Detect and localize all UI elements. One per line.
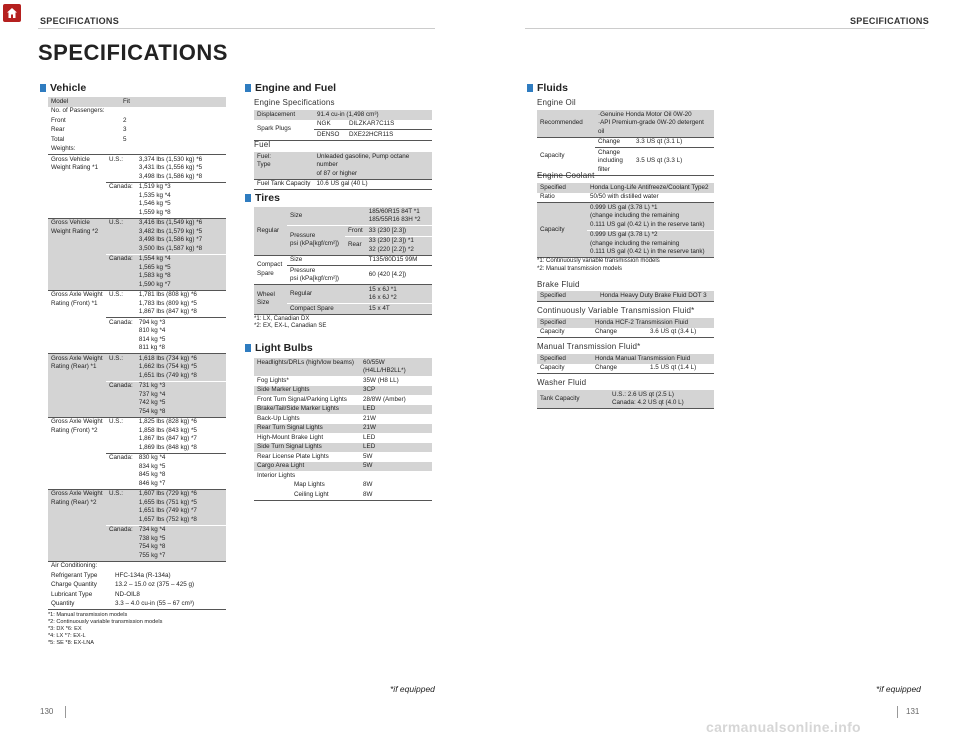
mt-specified-label: Specified [540,354,566,362]
bulb-name: Back-Up Lights [257,414,300,422]
coolant-capacity-label: Capacity [540,225,565,233]
bulb-name: Brake/Tail/Side Marker Lights [257,405,339,412]
plug-brand-denso: DENSO [317,130,340,138]
compact-spare-label: Compact Spare [257,261,283,277]
mt-change-value: 1.5 US qt (1.4 L) [650,364,697,371]
header-right: SPECIFICATIONS [850,16,930,26]
us-weight-values: 1,618 lbs (734 kg) *6 1,662 lbs (754 kg) *5 1,651 lbs (749 kg) *8 [138,354,197,379]
engine-spec-table [254,110,432,141]
page-title: SPECIFICATIONS [38,40,228,65]
coolant-specified-value: Honda Long-Life Antifreeze/Coolant Type2 [590,183,709,191]
bulbs-heading: Light Bulbs [245,341,313,355]
fuel-table [254,152,432,190]
cvt-specified-label: Specified [540,318,566,326]
page-number-right: 131 [906,707,920,716]
bulb-row [254,395,432,405]
compact-pressure-value: 60 (420 [4.2]) [368,270,407,278]
mt-table [537,354,714,374]
bulb-name: Rear License Plate Lights [257,452,329,460]
coolant-title: Engine Coolant [537,171,595,180]
canada-label: Canada: [109,526,133,533]
bulb-row [254,358,432,376]
oil-change-filter-label: Change including filter [598,148,623,173]
bulb-name: Headlights/DRLs (high/low beams) [257,358,354,366]
interior-bulb-row [254,481,432,491]
oil-recommended-value: ·Genuine Honda Motor Oil 0W-20 ·API Premium-grade 0W-20 detergent oil [598,110,704,135]
interior-bulb-row [254,490,432,500]
refrigerant-type-value: HFC-134a (R-134a) [115,571,171,579]
washer-fluid-title: Washer Fluid [537,378,587,387]
weight-rating-label: Gross Axle Weight Rating (Rear) *1 [51,354,103,370]
col-model: Model [51,97,69,105]
bulb-row [254,443,432,453]
lubricant-quantity-label: Quantity [51,600,75,607]
interior-bulb-name: Map Lights [294,481,325,488]
oil-table [537,110,714,176]
coolant-capacity-cvt: 0.999 US gal (3.78 L) *1 (change including the remaining 0.111 US gal (0.42 L) in the reserve tank) [590,203,705,228]
canada-label: Canada: [109,382,133,389]
fluids-heading: Fluids [527,81,568,95]
coolant-footnotes: *1: Continuously variable transmission models *2: Manual transmission models [537,258,660,272]
bulb-value: 21W [363,424,376,431]
canada-weight-values: 731 kg *3 737 kg *4 742 kg *5 754 kg *8 [138,382,166,415]
bulb-name: Side Turn Signal Lights [257,443,322,450]
tire-front-value: 33 (230 [2.3]) [368,226,407,234]
coolant-capacity-mt: 0.999 US gal (3.78 L) *2 (change including the remaining 0.111 US gal (0.42 L) in the reserve tank) [590,231,705,255]
passenger-total-value: 5 [123,135,127,143]
canada-label: Canada: [109,454,133,461]
brake-specified-label: Specified [540,291,566,299]
bulb-value: 5W [363,452,373,460]
header-divider-left [38,28,435,29]
canada-label: Canada: [109,318,133,326]
col-fit: Fit [123,97,130,105]
bulb-name: Front Turn Signal/Parking Lights [257,395,347,403]
canada-label: Canada: [109,183,133,190]
watermark: carmanualsonline.info [706,719,861,735]
brake-table [537,291,714,302]
refrigerant-type-label: Refrigerant Type [51,571,98,579]
coolant-ratio-label: Ratio [540,193,555,200]
bulb-row [254,386,432,396]
footnote-if-equipped-right: *if equipped [876,684,921,694]
wheel-size-label: Wheel Size [257,290,275,307]
engine-spec-title: Engine Specifications [254,98,335,107]
passenger-front-label: Front [51,116,66,124]
washer-tank-label: Tank Capacity [540,394,580,402]
lubricant-type-label: Lubricant Type [51,590,93,598]
fuel-tank-value: 10.6 US gal (40 L) [316,180,368,187]
brake-specified-value: Honda Heavy Duty Brake Fluid DOT 3 [600,291,707,299]
canada-weight-values: 794 kg *3 810 kg *4 814 kg *5 811 kg *8 [138,318,166,351]
canada-weight-values: 734 kg *4 738 kg *5 754 kg *8 755 kg *7 [138,526,166,559]
mt-capacity-label: Capacity [540,364,565,371]
coolant-ratio-value: 50/50 with distilled water [590,193,659,200]
wheel-regular-value: 15 x 6J *1 16 x 6J *2 [368,285,397,301]
compact-size-value: T135/80D15 99M [368,256,418,263]
tire-size-value: 185/60R15 84T *1 185/55R16 83H *2 [368,207,421,223]
weights-label: Weights: [51,145,76,152]
bulbs-table [254,358,432,501]
cvt-change-label: Change [595,328,618,335]
bulb-value: 3CP [363,386,376,393]
weight-rating-label: Gross Axle Weight Rating (Front) *2 [51,418,103,434]
passenger-rear-value: 3 [123,126,127,133]
charge-quantity-label: Charge Quantity [51,581,97,588]
coolant-specified-label: Specified [540,183,566,191]
bulb-value: LED [363,443,376,450]
charge-quantity-value: 13.2 – 15.0 oz (375 – 425 g) [115,581,195,588]
canada-weight-values: 830 kg *4 834 kg *5 845 kg *8 846 kg *7 [138,454,166,487]
lubricant-type-value: ND-OIL8 [115,590,140,598]
bulb-value: LED [363,405,376,412]
weight-rating-label: Gross Vehicle Weight Rating *1 [51,155,99,171]
bulb-value: 60/55W (H4LL/HB2LL*) [363,358,406,374]
weight-rating-label: Gross Axle Weight Rating (Front) *1 [51,291,103,307]
us-label: U.S.: [109,418,123,425]
tire-front-label: Front [348,226,363,234]
engine-oil-title: Engine Oil [537,98,576,107]
tire-size-label: Size [290,211,303,219]
interior-lights-label: Interior Lights [257,471,296,479]
canada-weight-values: 1,519 kg *3 1,535 kg *4 1,546 kg *5 1,559 kg *8 [138,183,171,216]
engine-heading: Engine and Fuel [245,81,336,95]
coolant-table [537,183,714,273]
us-weight-values: 1,781 lbs (808 kg) *6 1,783 lbs (809 kg) *5 1,867 lbs (847 kg) *8 [138,291,197,315]
oil-change-value: 3.3 US qt (3.1 L) [636,138,683,145]
us-weight-values: 1,607 lbs (729 kg) *6 1,655 lbs (751 kg) *5 1,651 lbs (749 kg) *7 1,657 lbs (752 kg) *8 [138,490,197,523]
us-label: U.S.: [109,155,123,163]
us-weight-values: 3,416 lbs (1,549 kg) *6 3,482 lbs (1,579 kg) *5 3,498 lbs (1,586 kg) *7 3,500 lbs (1,587 kg) *8 [138,219,203,252]
bulb-row [254,405,432,415]
brake-fluid-title: Brake Fluid [537,280,580,289]
page-number-left: 130 [40,707,54,716]
home-icon[interactable] [3,4,21,22]
wheel-compact-label: Compact Spare [290,304,334,312]
tire-pressure-label: Pressure psi (kPa[kgf/cm²]) [290,231,339,248]
weight-rating-label: Gross Axle Weight Rating (Rear) *2 [51,490,103,506]
weights-table [48,145,226,562]
us-label: U.S.: [109,354,123,362]
cvt-specified-value: Honda HCF-2 Transmission Fluid [595,318,689,326]
interior-bulb-value: 8W [363,490,373,498]
canada-label: Canada: [109,255,133,262]
passengers-label: No. of Passengers: [51,107,105,114]
lubricant-quantity-value: 3.3 – 4.0 cu-in (55 – 67 cm³) [115,600,195,607]
bulb-name: Side Marker Lights [257,386,310,393]
mt-change-label: Change [595,364,618,371]
bulb-name: Rear Turn Signal Lights [257,424,323,431]
compact-size-label: Size [290,256,303,263]
tire-regular-label: Regular [257,226,280,234]
us-weight-values: 3,374 lbs (1,530 kg) *6 3,431 lbs (1,556 kg) *5 3,498 lbs (1,586 kg) *8 [138,155,203,180]
passenger-rear-label: Rear [51,126,65,133]
bulb-value: LED [363,433,376,441]
interior-bulb-name: Ceiling Light [294,490,329,498]
us-label: U.S.: [109,291,123,298]
footnote-if-equipped-left: *if equipped [390,684,435,694]
bulb-name: High-Mount Brake Light [257,433,324,441]
mt-specified-value: Honda Manual Transmission Fluid [595,354,691,362]
us-label: U.S.: [109,490,123,497]
tires-table [254,207,432,331]
bulb-row [254,452,432,462]
header-divider-right [525,28,925,29]
plug-ngk-value: DILZKAR7C11S [349,120,395,127]
cvt-table [537,318,714,338]
page-divider-right [897,706,898,718]
fuel-type-label: Fuel: Type [257,152,271,168]
vehicle-heading: Vehicle [40,81,86,95]
cvt-capacity-label: Capacity [540,328,565,335]
displacement-label: Displacement [257,110,296,118]
oil-recommended-label: Recommended [540,119,583,126]
mt-fluid-title: Manual Transmission Fluid* [537,342,641,351]
bulb-name: Fog Lights* [257,376,289,384]
bulb-row [254,376,432,386]
bulb-row [254,424,432,434]
passenger-front-value: 2 [123,116,127,124]
vehicle-table [48,97,226,647]
tire-rear-value: 33 (230 [2.3]) *1 32 (220 [2.2]) *2 [368,237,414,253]
page-divider-left [65,706,66,718]
passenger-total-label: Total [51,135,65,143]
fuel-type-value: Unleaded gasoline, Pump octane number of 87 or higher [316,152,410,177]
fuel-title: Fuel [254,140,271,149]
canada-weight-values: 1,554 kg *4 1,565 kg *5 1,583 kg *8 1,590 kg *7 [138,255,171,288]
tires-heading: Tires [245,191,280,205]
oil-capacity-label: Capacity [540,151,565,159]
oil-change-filter-value: 3.5 US qt (3.3 L) [636,157,683,164]
cvt-change-value: 3.6 US qt (3.4 L) [650,328,697,335]
cvt-fluid-title: Continuously Variable Transmission Fluid* [537,306,695,315]
us-weight-values: 1,825 lbs (828 kg) *6 1,858 lbs (843 kg) *5 1,867 lbs (847 kg) *7 1,869 lbs (848 kg) *8 [138,418,197,451]
compact-pressure-label: Pressure psi (kPa[kgf/cm²]) [290,266,339,282]
us-label: U.S.: [109,219,123,226]
header-left: SPECIFICATIONS [40,16,120,26]
washer-tank-value: U.S.: 2.6 US qt (2.5 L) Canada: 4.2 US qt (4.0 L) [612,390,684,406]
oil-change-label: Change [598,138,621,145]
tires-footnotes: *1: LX, Canadian DX *2: EX, EX-L, Canadian SE [254,315,327,329]
wheel-regular-label: Regular [290,289,313,297]
ac-label: Air Conditioning: [51,562,98,569]
plug-brand-ngk: NGK [317,120,331,127]
vehicle-footnotes: *1: Manual transmission models *2: Continuously variable transmission models *3: DX *6: EX *4: LX *7: EX-L *5: SE *8: EX-LNA [48,612,163,646]
weight-rating-label: Gross Vehicle Weight Rating *2 [51,219,99,235]
bulbs-list [254,358,432,501]
tire-rear-label: Rear [348,241,362,249]
bulb-value: 28/8W (Amber) [363,395,406,403]
bulb-row [254,433,432,443]
bulb-row [254,462,432,472]
spark-plugs-label: Spark Plugs [257,125,291,133]
bulb-value: 21W [363,414,376,422]
wheel-compact-value: 15 x 4T [368,304,390,312]
interior-bulb-value: 8W [363,481,373,488]
plug-denso-value: DXE22HCR11S [349,130,394,138]
bulb-value: 35W (H8 LL) [363,376,399,384]
displacement-value: 91.4 cu-in (1,498 cm³) [317,110,379,118]
fuel-tank-label: Fuel Tank Capacity [257,180,311,187]
washer-table [537,390,714,409]
bulb-name: Cargo Area Light [257,462,305,469]
bulb-row [254,414,432,424]
bulb-value: 5W [363,462,373,469]
